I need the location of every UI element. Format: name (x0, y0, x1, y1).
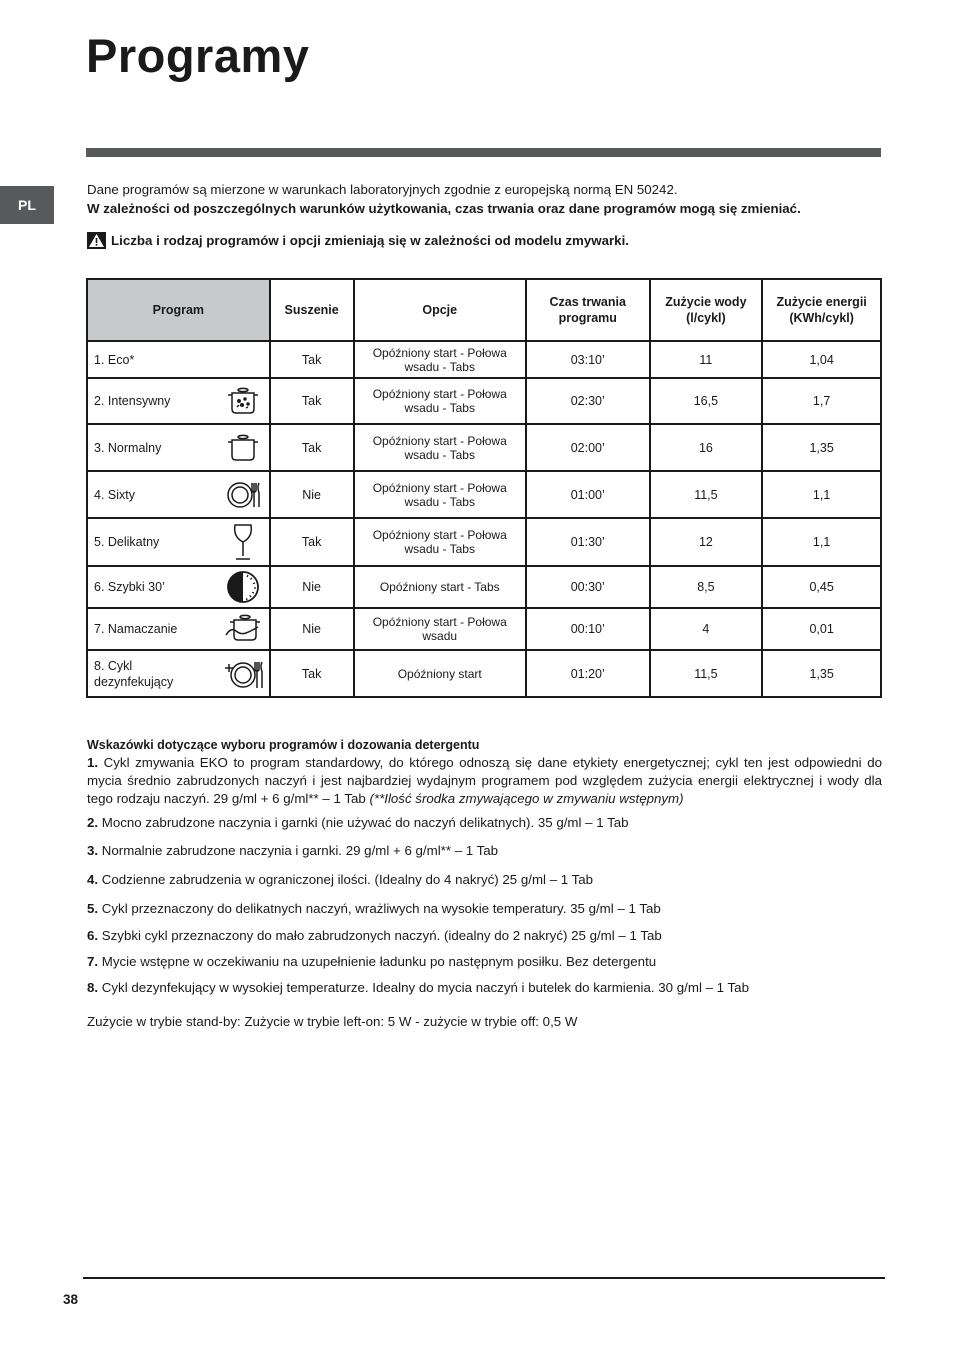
water-cell: 11,5 (650, 650, 763, 697)
hint-text: Normalnie zabrudzone naczynia i garnki. 29 g/ml + 6 g/ml** – 1 Tab (98, 843, 499, 858)
hint-text: Codzienne zabrudzenia w ograniczonej ilości. (Idealny do 4 nakryć) 25 g/ml – 1 Tab (98, 872, 594, 887)
hint-text: Szybki cykl przeznaczony do mało zabrudzonych naczyń. (idealny do 2 nakryć) 25 g/ml – 1 Tab (98, 928, 662, 943)
options-line-1: Opóźniony start (397, 666, 482, 681)
program-name: 7. Namaczanie (94, 622, 178, 636)
warning-note (87, 232, 629, 249)
hint-text: Cykl przeznaczony do delikatnych naczyń, wrażliwych na wysokie temperatury. 35 g/ml – 1 Tab (98, 901, 661, 916)
sanitize-plate-icon (223, 654, 263, 694)
drying-cell: Nie (270, 566, 354, 608)
program-cell (87, 424, 270, 471)
intro-text (87, 180, 887, 218)
header-water-2: (l/cykl) (686, 311, 726, 325)
water-cell: 8,5 (650, 566, 763, 608)
options-cell (354, 650, 526, 697)
duration-cell: 02:30’ (526, 378, 650, 424)
drying-cell: Tak (270, 650, 354, 697)
hint-number: 6. (87, 928, 99, 943)
standby-consumption: Zużycie w trybie stand-by: Zużycie w trybie left-on: 5 W - zużycie w trybie off: 0,5 W (87, 1014, 578, 1029)
options-line-1: Opóźniony start - Połowa (372, 528, 507, 542)
table-row (87, 424, 881, 471)
program-cell (87, 566, 270, 608)
options-cell (354, 518, 526, 566)
table-row (87, 378, 881, 424)
hint-item-7 (87, 954, 656, 969)
hint-number: 5. (87, 901, 99, 916)
water-cell: 12 (650, 518, 763, 566)
program-name: 3. Normalny (94, 440, 162, 455)
water-cell: 11,5 (650, 471, 763, 518)
water-cell: 4 (650, 608, 763, 650)
hints-title: Wskazówki dotyczące wyboru programów i dozowania detergentu (87, 738, 480, 752)
options-line-1: Opóźniony start - Połowa (372, 480, 507, 495)
options-cell (354, 341, 526, 378)
header-options: Opcje (354, 279, 526, 341)
water-cell: 11 (650, 341, 763, 378)
hint-item-6 (87, 928, 662, 943)
energy-cell: 0,01 (762, 608, 881, 650)
program-cell (87, 471, 270, 518)
program-cell (87, 341, 270, 378)
hint-item-1 (87, 754, 882, 808)
pot-with-soil-icon (223, 381, 263, 421)
page-title: Programy (86, 29, 310, 82)
header-energy-1: Zużycie energii (776, 295, 867, 309)
options-line-2: wsadu - Tabs (404, 401, 475, 415)
options-cell (354, 424, 526, 471)
hint-text: Mocno zabrudzone naczynia i garnki (nie używać do naczyń delikatnych). 35 g/ml – 1 Tab (98, 815, 629, 830)
hints-section (87, 736, 882, 808)
header-program: Program (87, 279, 270, 341)
hint-number: 7. (87, 954, 99, 969)
energy-cell: 0,45 (762, 566, 881, 608)
header-energy (762, 279, 881, 341)
table-row (87, 518, 881, 566)
wine-glass-icon (223, 522, 263, 562)
options-line-2: wsadu - Tabs (404, 359, 475, 374)
options-line-1: Opóźniony start - Połowa (372, 387, 507, 401)
page-number: 38 (63, 1292, 79, 1307)
program-name: 2. Intensywny (94, 394, 171, 408)
drying-cell: Tak (270, 378, 354, 424)
energy-cell: 1,1 (762, 471, 881, 518)
duration-cell: 03:10’ (526, 341, 650, 378)
options-cell (354, 608, 526, 650)
warning-icon (87, 232, 106, 249)
program-name: 5. Delikatny (94, 535, 160, 549)
header-drying: Suszenie (270, 279, 354, 341)
program-cell (87, 518, 270, 566)
header-water (650, 279, 763, 341)
header-duration-2: programu (558, 311, 617, 325)
duration-cell: 02:00’ (526, 424, 650, 471)
program-name-line-2: dezynfekujący (94, 674, 174, 689)
header-water-1: Zużycie wody (665, 295, 747, 309)
options-line-2: wsadu (422, 629, 458, 643)
program-cell (87, 378, 270, 424)
hint-text: Cykl zmywania EKO to program standardowy, do którego odnoszą się dane etykiety energetycznej; cykl ten jest odpowiedni do mycia średnio zabrudzonych naczyń i jest najbardziej wydajnym programem pod względem zużycia energii elektrycznej i wody dla tego rodzaju naczyń. 29 g/ml + 6 g/ml** – 1 Tab (87, 755, 882, 806)
half-clock-icon (223, 567, 263, 607)
duration-cell: 01:20’ (526, 650, 650, 697)
options-line-2: wsadu - Tabs (404, 447, 475, 462)
plate-cutlery-icon (223, 475, 263, 515)
options-line-1: Opóźniony start - Połowa (372, 615, 507, 629)
table-row (87, 608, 881, 650)
options-cell (354, 566, 526, 608)
soak-pot-icon (223, 609, 263, 649)
hint-item-3 (87, 843, 498, 858)
pot-icon (223, 428, 263, 468)
program-cell (87, 608, 270, 650)
hint-number: 8. (87, 980, 99, 995)
options-line-1: Opóźniony start - Połowa (372, 345, 507, 360)
energy-cell: 1,35 (762, 650, 881, 697)
hint-item-5 (87, 901, 661, 916)
table-header-row (87, 279, 881, 341)
drying-cell: Tak (270, 341, 354, 378)
options-line-1: Opóźniony start - Tabs (379, 580, 500, 594)
intro-line-1: Dane programów są mierzone w warunkach laboratoryjnych zgodnie z europejską normą EN 50242. (87, 182, 678, 197)
water-cell: 16,5 (650, 378, 763, 424)
program-cell (87, 650, 270, 697)
table-row (87, 650, 881, 697)
program-name-line-1: 8. Cykl (94, 658, 133, 673)
program-name (94, 658, 173, 690)
options-cell (354, 471, 526, 518)
hint-number: 1. (87, 755, 99, 770)
table-row (87, 341, 881, 378)
header-energy-2: (KWh/cykl) (789, 311, 854, 325)
language-tab: PL (0, 186, 54, 224)
hint-number: 3. (87, 843, 99, 858)
program-name: 6. Szybki 30’ (94, 580, 165, 594)
program-name: 4. Sixty (94, 487, 135, 502)
energy-cell: 1,7 (762, 378, 881, 424)
options-line-1: Opóźniony start - Połowa (372, 433, 507, 448)
hint-item-8 (87, 980, 749, 995)
energy-cell: 1,1 (762, 518, 881, 566)
title-divider (86, 148, 881, 157)
options-cell (354, 378, 526, 424)
hint-italic-note: (**Ilość środka zmywającego w zmywaniu wstępnym) (369, 791, 684, 806)
hint-number: 2. (87, 815, 99, 830)
warning-text: Liczba i rodzaj programów i opcji zmieniają się w zależności od modelu zmywarki. (111, 233, 629, 248)
header-duration-1: Czas trwania (549, 295, 626, 309)
hint-text: Cykl dezynfekujący w wysokiej temperaturze. Idealny do mycia naczyń i butelek do karmienia. 30 g/ml – 1 Tab (98, 980, 749, 995)
duration-cell: 00:10’ (526, 608, 650, 650)
water-cell: 16 (650, 424, 763, 471)
duration-cell: 00:30’ (526, 566, 650, 608)
footer-divider (83, 1277, 885, 1279)
drying-cell: Tak (270, 424, 354, 471)
duration-cell: 01:00’ (526, 471, 650, 518)
intro-line-2: W zależności od poszczególnych warunków użytkowania, czas trwania oraz dane programów mogą się zmieniać. (87, 201, 801, 216)
drying-cell: Nie (270, 608, 354, 650)
drying-cell: Tak (270, 518, 354, 566)
header-duration (526, 279, 650, 341)
hint-number: 4. (87, 872, 99, 887)
options-line-2: wsadu - Tabs (404, 494, 475, 509)
energy-cell: 1,04 (762, 341, 881, 378)
table-row (87, 566, 881, 608)
hint-item-2 (87, 815, 629, 830)
duration-cell: 01:30’ (526, 518, 650, 566)
hint-item-4 (87, 872, 593, 887)
drying-cell: Nie (270, 471, 354, 518)
options-line-2: wsadu - Tabs (404, 542, 475, 556)
programs-table (86, 278, 882, 698)
program-name: 1. Eco* (94, 352, 135, 367)
table-row (87, 471, 881, 518)
energy-cell: 1,35 (762, 424, 881, 471)
hint-text: Mycie wstępne w oczekiwaniu na uzupełnienie ładunku po następnym posiłku. Bez detergentu (98, 954, 657, 969)
